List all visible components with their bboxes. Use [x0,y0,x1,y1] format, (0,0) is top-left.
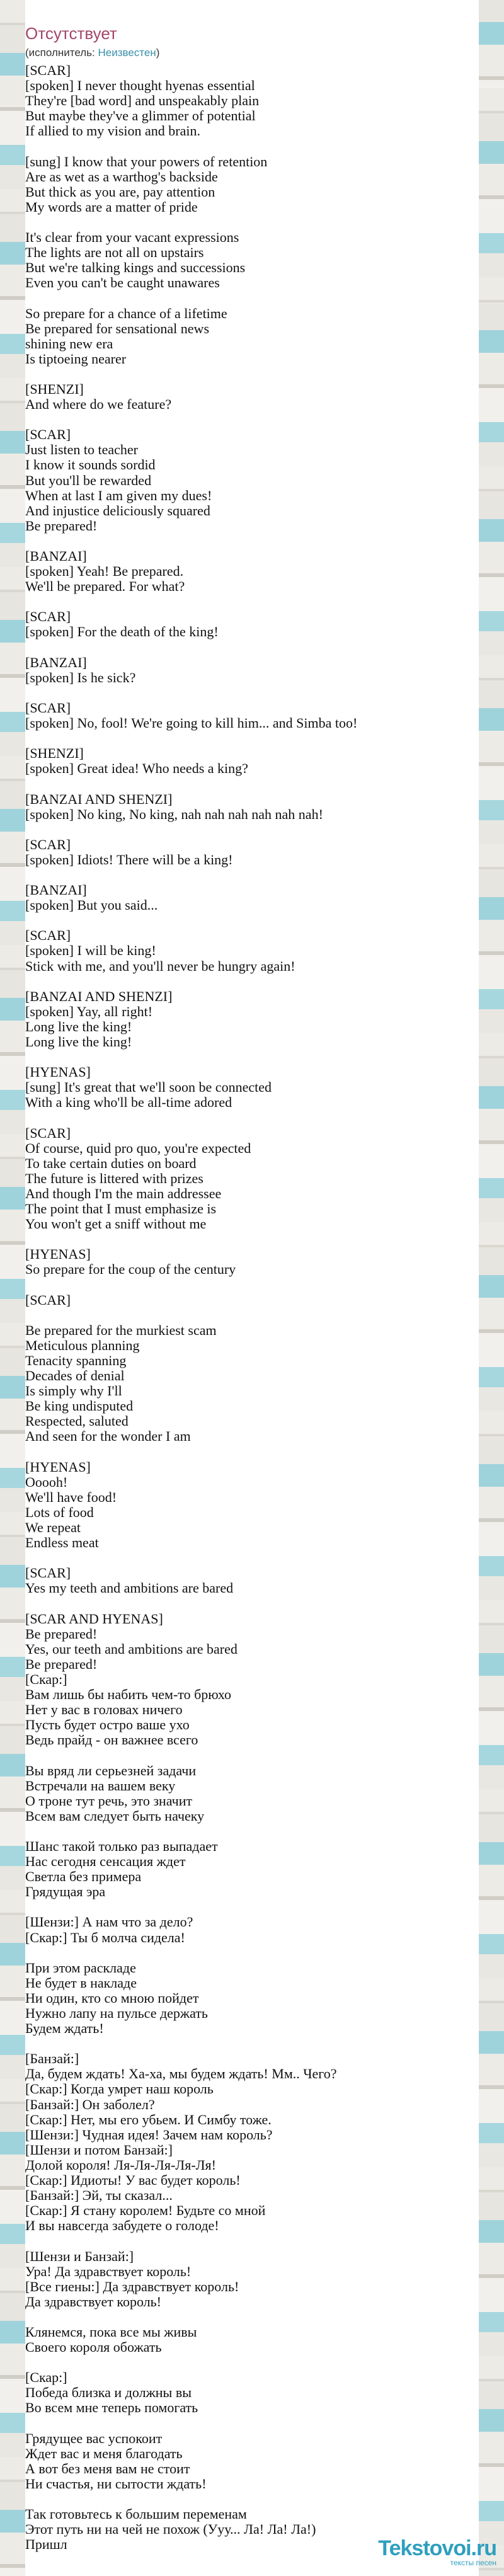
performer-line [25,47,159,59]
performer-link[interactable]: Неизвестен [98,47,156,59]
performer-suffix: ) [156,47,160,59]
left-decorative-stripes [0,0,25,2576]
performer-prefix: (исполнитель: [25,47,98,59]
lyrics-page [25,0,479,2576]
right-decorative-stripes [479,0,504,2576]
site-logo-brand: Tekstovoi.ru [378,2536,496,2560]
site-logo-tagline: тексты песен [450,2558,496,2567]
song-title: Отсутствует [25,24,117,43]
lyrics-text: [SCAR] [spoken] I never thought hyenas essential They're [bad word] and unspeakably plain But maybe they've a glimmer of potential If allied to my vision and brain. [sung] I know that your powers of retention Are as wet as a warthog's backside But thick as you are, pay attention My words are a matter of pride It's clear from your vacant expressions The lights are not all on upstairs But we're talking kings and successions Even you can't be caught unawares So prepare for a chance of a lifetime Be prepared for sensational news shining new era Is tiptoeing nearer [SHENZI] And where do we feature? [SCAR] Just listen to teacher I know it sounds sordid But you'll be rewarded When at last I am given my dues! And injustice deliciously squared Be prepared! [BANZAI] [spoken] Yeah! Be prepared. We'll be prepared. For what? [SCAR] [spoken] For the death of the king! [BANZAI] [spoken] Is he sick? [SCAR] [spoken] No, fool! We're going to kill him... and Simba too! [SHENZI] [spoken] Great idea! Who needs a king? [BANZAI AND SHENZI] [spoken] No king, No king, nah nah nah nah nah nah! [SCAR] [spoken] Idiots! There will be a king! [BANZAI] [spoken] But you said... [SCAR] [spoken] I will be king! Stick with me, and you'll never be hungry again! [BANZAI AND SHENZI] [spoken] Yay, all right! Long live the king! Long live the king! [HYENAS] [sung] It's great that we'll soon be connected With a king who'll be all-time adored [SCAR] Of course, quid pro quo, you're expected To take certain duties on board The future is littered with prizes And though I'm the main addressee The point that I must emphasize is You won't get a sniff without me [HYENAS] So prepare for the coup of the century [SCAR] Be prepared for the murkiest scam Meticulous planning Tenacity spanning Decades of denial Is simply why I'll Be king undisputed Respected, saluted And seen for the wonder I am [HYENAS] Ooooh! We'll have food! Lots of food We repeat Endless meat [SCAR] Yes my teeth and ambitions are bared [SCAR AND HYENAS] Be prepared! Yes, our teeth and ambitions are bared Be prepared! [Скар:] Вам лишь бы набить чем-то брюхо Нет у вас в головах ничего Пусть будет остро ваше ухо Ведь прайд - он важнее всего Вы вряд ли серьезней задачи Встречали на вашем веку О троне тут речь, это значит Всем вам следует быть начеку Шанс такой только раз выпадает Нас сегодня сенсация ждет Светла без примера Грядущая эра [Шензи:] А нам что за дело? [Скар:] Ты б молча сидела! При этом раскладе Не будет в накладе Ни один, кто со мною пойдет Нужно лапу на пульсе держать Будем ждать! [Банзай:] Да, будем ждать! Ха-ха, мы будем ждать! Мм.. Чего? [Скар:] Когда умрет наш король [Банзай:] Он заболел? [Скар:] Нет, мы его убьем. И Симбу тоже. [Шензи:] Чудная идея! Зачем нам король? [Шензи и потом Банзай:] Долой короля! Ля-Ля-Ля-Ля-Ля! [Скар:] Идиоты! У вас будет король! [Банзай:] Эй, ты сказал... [Скар:] Я стану королем! Будьте со мной И вы навсегда забудете о голоде! [Шензи и Банзай:] Ура! Да здравствует король! [Все гиены:] Да здравствует король! Да здравствует король! Клянемся, пока все мы живы Своего короля обожать [Скар:] Победа близка и должны вы Во всем мне теперь помогать Грядущее вас успокоит Ждет вас и меня благодать А вот без меня вам не стоит Ни счастья, ни сытости ждать! Так готовьтесь к большим переменам Этот путь ни на чей не похож (Ууу... Ла! Ла! Ла!) Пришл [25,62,358,2553]
site-logo[interactable] [378,2536,496,2567]
